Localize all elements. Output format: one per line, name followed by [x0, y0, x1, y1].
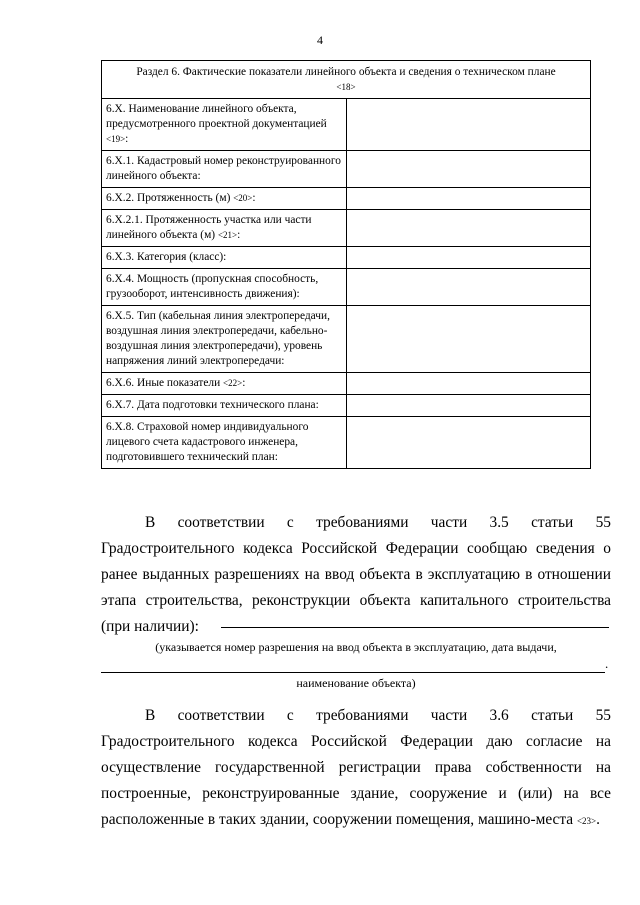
row-label: 6.X.2. Протяженность (м) [106, 192, 231, 204]
page-number: 4 [317, 33, 323, 47]
row-tail: : [125, 133, 129, 145]
row-label: 6.X.8. Страховой номер индивидуального лицевого счета кадастрового инженера, подготовившего технический план: [106, 421, 309, 463]
row-value-cell[interactable] [346, 99, 591, 151]
previous-permits-fill-line[interactable] [221, 627, 609, 628]
row-label-cell [102, 210, 347, 247]
table-row [102, 151, 591, 188]
row-label: 6.X.2.1. Протяженность участка или части линейного объекта (м) [106, 214, 312, 241]
row-label-cell [102, 306, 347, 373]
row-label-cell [102, 151, 347, 188]
row-ref: <21> [217, 230, 238, 240]
section6-title-ref: <18> [336, 82, 356, 92]
previous-permits-hint-2: наименование объекта) [296, 676, 416, 690]
row-ref: <19> [106, 134, 126, 144]
row-label-cell [102, 395, 347, 417]
previous-permits-paragraph [101, 510, 611, 640]
row-value-cell[interactable] [346, 373, 591, 395]
table-row [102, 395, 591, 417]
row-value-cell[interactable] [346, 247, 591, 269]
table-row [102, 99, 591, 151]
table-row [102, 188, 591, 210]
row-label: 6.X.7. Дата подготовки технического плана: [106, 399, 319, 411]
row-label: 6.X.3. Категория (класс): [106, 251, 227, 263]
previous-permits-dot: . [605, 656, 609, 671]
previous-permits-fill-line-2[interactable] [101, 672, 605, 673]
section6-title: Раздел 6. Фактические показатели линейного объекта и сведения о техническом плане [136, 66, 556, 78]
row-label-cell [102, 417, 347, 469]
row-value-cell[interactable] [346, 269, 591, 306]
row-label-cell [102, 373, 347, 395]
row-label-cell [102, 99, 347, 151]
row-tail: : [252, 192, 256, 204]
row-value-cell[interactable] [346, 188, 591, 210]
registration-consent-paragraph [101, 703, 611, 834]
table-row [102, 417, 591, 469]
row-value-cell[interactable] [346, 210, 591, 247]
table-row [102, 247, 591, 269]
previous-permits-hint-1: (указывается номер разрешения на ввод объекта в эксплуатацию, дата выдачи, [155, 640, 557, 654]
row-label-cell [102, 247, 347, 269]
table-row [102, 269, 591, 306]
row-label: 6.X.6. Иные показатели [106, 377, 221, 389]
row-tail: : [242, 377, 246, 389]
row-label: 6.X.5. Тип (кабельная линия электропередачи, воздушная линия электропередачи, кабельно-воздушная линия электропередачи), уровень напряжения линий электропередачи: [106, 310, 330, 367]
row-value-cell[interactable] [346, 306, 591, 373]
row-tail: : [237, 229, 241, 241]
previous-permits-text: В соответствии с требованиями части 3.5 статьи 55 Градостроительного кодекса Российской Федерации сообщаю сведения о ранее выданных разрешениях на ввод объекта в эксплуатацию в отношении этапа строительства, реконструкции объекта капитального строительства (при наличии): [101, 514, 611, 635]
table-row [102, 306, 591, 373]
row-label: 6.X. Наименование линейного объекта, предусмотренного проектной документацией [106, 103, 327, 130]
row-ref: <20> [233, 193, 253, 203]
table-row [102, 210, 591, 247]
row-label-cell [102, 269, 347, 306]
section6-table [101, 60, 591, 469]
row-value-cell[interactable] [346, 151, 591, 188]
registration-consent-text: В соответствии с требованиями части 3.6 статьи 55 Градостроительного кодекса Российской Федерации даю согласие на осуществление государственной регистрации права собственности на построенные, реконструированные здание, сооружение и (или) на все расположенные в таких здании, сооружении помещения, машино-места [101, 707, 611, 828]
row-label-cell [102, 188, 347, 210]
registration-consent-ref: <23> [576, 816, 597, 826]
row-value-cell[interactable] [346, 395, 591, 417]
row-label: 6.X.1. Кадастровый номер реконструированного линейного объекта: [106, 155, 341, 182]
row-ref: <22> [223, 378, 243, 388]
table-row [102, 373, 591, 395]
section6-header-row [102, 61, 591, 99]
registration-consent-tail: . [596, 811, 600, 828]
section6-title-cell [102, 61, 591, 99]
row-value-cell[interactable] [346, 417, 591, 469]
row-label: 6.X.4. Мощность (пропускная способность, грузооборот, интенсивность движения): [106, 273, 319, 300]
